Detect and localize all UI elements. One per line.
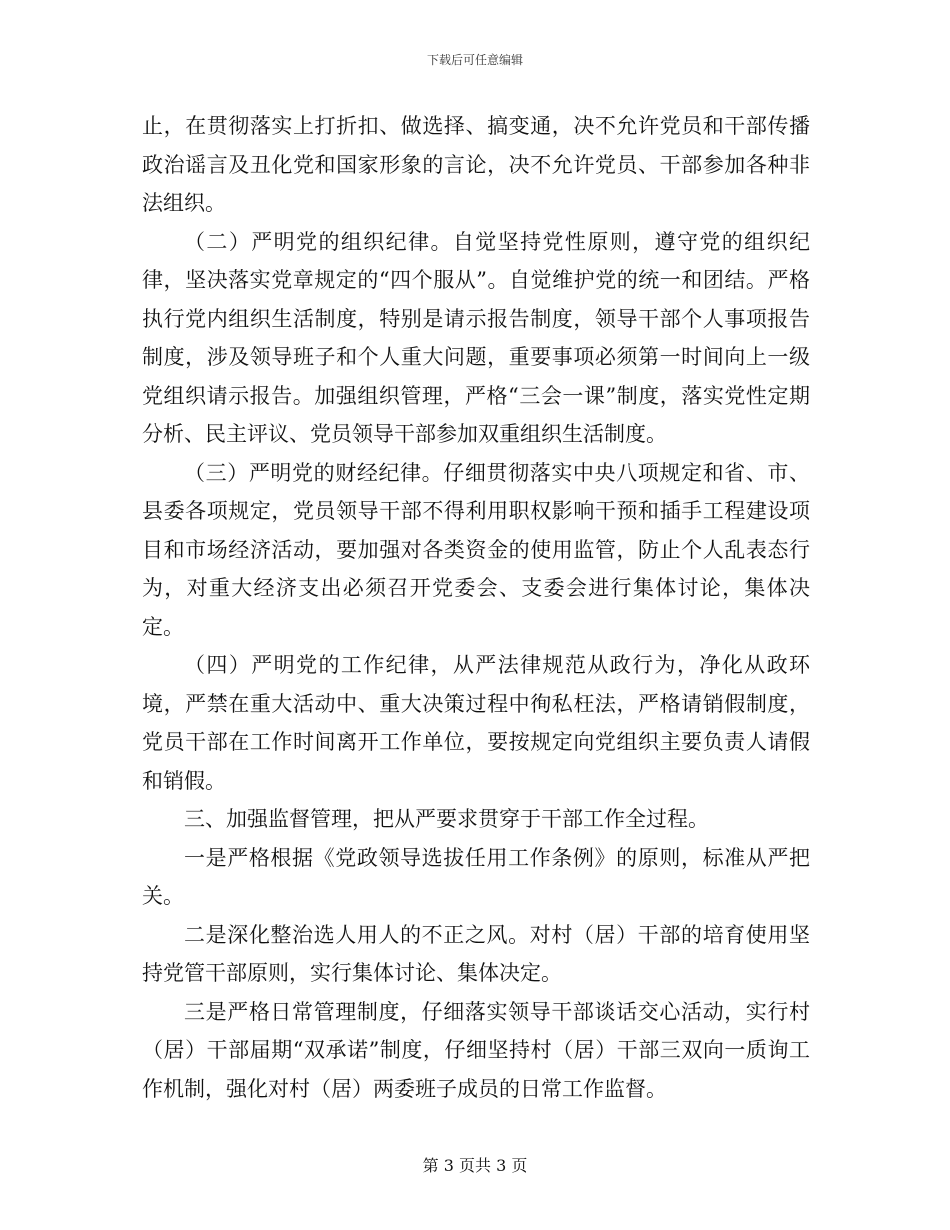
section-heading-supervision: 三、加强监督管理，把从严要求贯穿于干部工作全过程。: [184, 807, 709, 831]
paragraph-item-three: 三是严格日常管理制度，仔细落实领导干部谈话交心活动，实行村（居）干部届期“双承诺”制度，仔细坚持村（居）干部三双向一质询工作机制，强化对村（居）两委班子成员的日常工作监督。: [142, 999, 810, 1101]
paragraph-item-two: 二是深化整治选人用人的不正之风。对村（居）干部的培育使用坚持党管干部原则，实行集体讨论、集体决定。: [142, 922, 810, 985]
paragraph-organization-discipline: （二）严明党的组织纪律。自觉坚持党性原则，遵守党的组织纪律，坚决落实党章规定的“四个服从”。自觉维护党的统一和团结。严格执行党内组织生活制度，特别是请示报告制度，领导干部个人事项报告制度，涉及领导班子和个人重大问题，重要事项必须第一时间向上一级党组织请示报告。加强组织管理，严格“三会一课”制度，落实党性定期分析、民主评议、党员领导干部参加双重组织生活制度。: [142, 229, 810, 446]
page-header-note: 下载后可任意编辑: [426, 53, 523, 67]
document-body: [142, 107, 810, 1108]
paragraph-financial-discipline: （三）严明党的财经纪律。仔细贯彻落实中央八项规定和省、市、县委各项规定，党员领导干部不得利用职权影响干预和插手工程建设项目和市场经济活动，要加强对各类资金的使用监管，防止个人乱表态行为，对重大经济支出必须召开党委会、支委会进行集体讨论，集体决定。: [142, 460, 810, 639]
paragraph-item-one: 一是严格根据《党政领导选拔任用工作条例》的原则，标准从严把关。: [142, 845, 810, 908]
page-number-footer: 第 3 页共 3 页: [422, 1156, 528, 1175]
paragraph-work-discipline: （四）严明党的工作纪律，从严法律规范从政行为，净化从政环境，严禁在重大活动中、重大决策过程中徇私枉法，严格请销假制度，党员干部在工作时间离开工作单位，要按规定向党组织主要负责人请假和销假。: [142, 653, 810, 793]
paragraph-continuation: 止，在贯彻落实上打折扣、做选择、搞变通，决不允许党员和干部传播政治谣言及丑化党和国家形象的言论，决不允许党员、干部参加各种非法组织。: [142, 114, 810, 215]
